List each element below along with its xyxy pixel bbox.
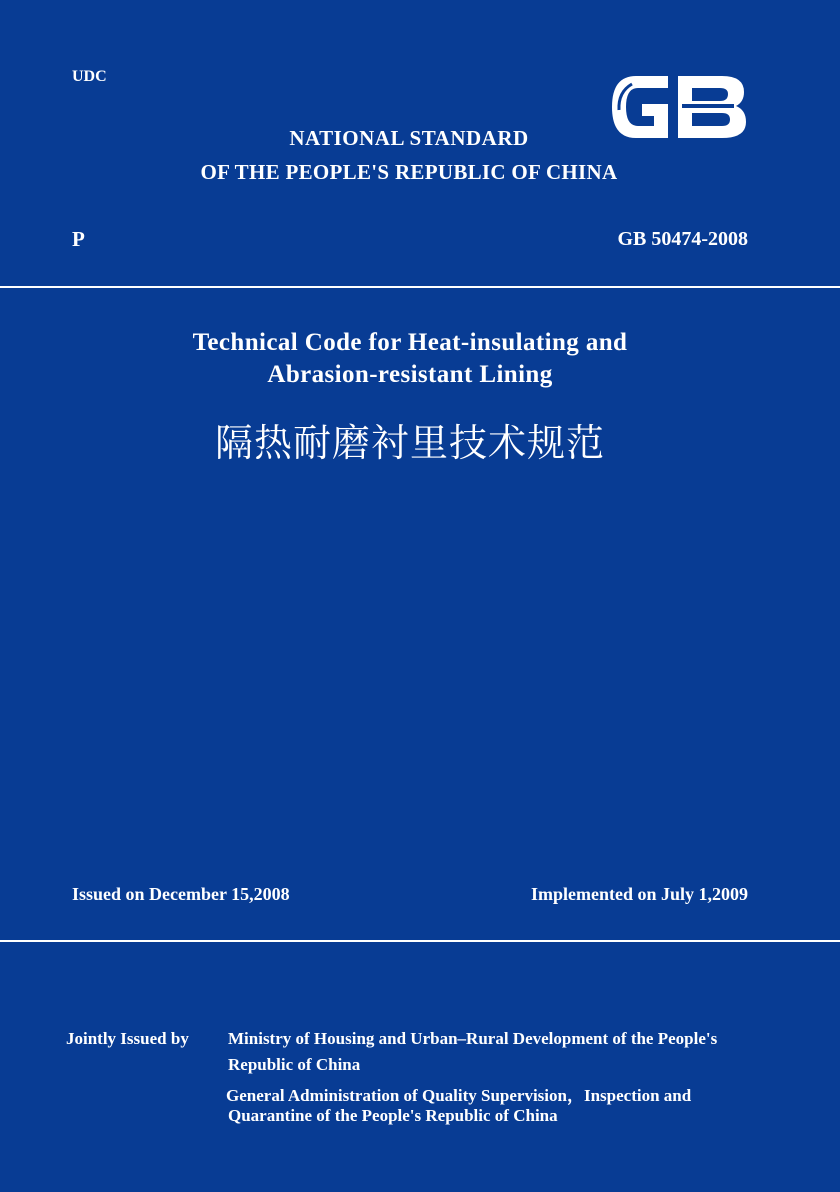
english-title-line2: Abrasion-resistant Lining xyxy=(267,361,553,388)
english-title-line1: Technical Code for Heat-insulating and xyxy=(192,329,628,356)
issuer-line2: Republic of China xyxy=(228,1055,361,1074)
standard-number: GB 50474-2008 xyxy=(617,228,748,250)
udc-label: UDC xyxy=(72,68,107,85)
bottom-divider xyxy=(0,940,840,942)
standard-title-line2: OF THE PEOPLE'S REPUBLIC OF CHINA xyxy=(200,160,618,184)
jointly-issued-label: Jointly Issued by xyxy=(66,1029,189,1048)
category-code: P xyxy=(72,227,85,251)
top-divider xyxy=(0,286,840,288)
implemented-date: Implemented on July 1,2009 xyxy=(530,884,748,904)
issuer-line1: Ministry of Housing and Urban–Rural Development of the People's xyxy=(228,1029,718,1048)
issued-date: Issued on December 15,2008 xyxy=(72,884,290,904)
chinese-title: 隔热耐磨衬里技术规范 xyxy=(214,421,605,465)
standard-title-line1: NATIONAL STANDARD xyxy=(289,126,529,150)
issuer-line4: Quarantine of the People's Republic of China xyxy=(228,1106,558,1125)
issuer-line3: General Administration of Quality Supervision，Inspection and xyxy=(226,1086,692,1105)
